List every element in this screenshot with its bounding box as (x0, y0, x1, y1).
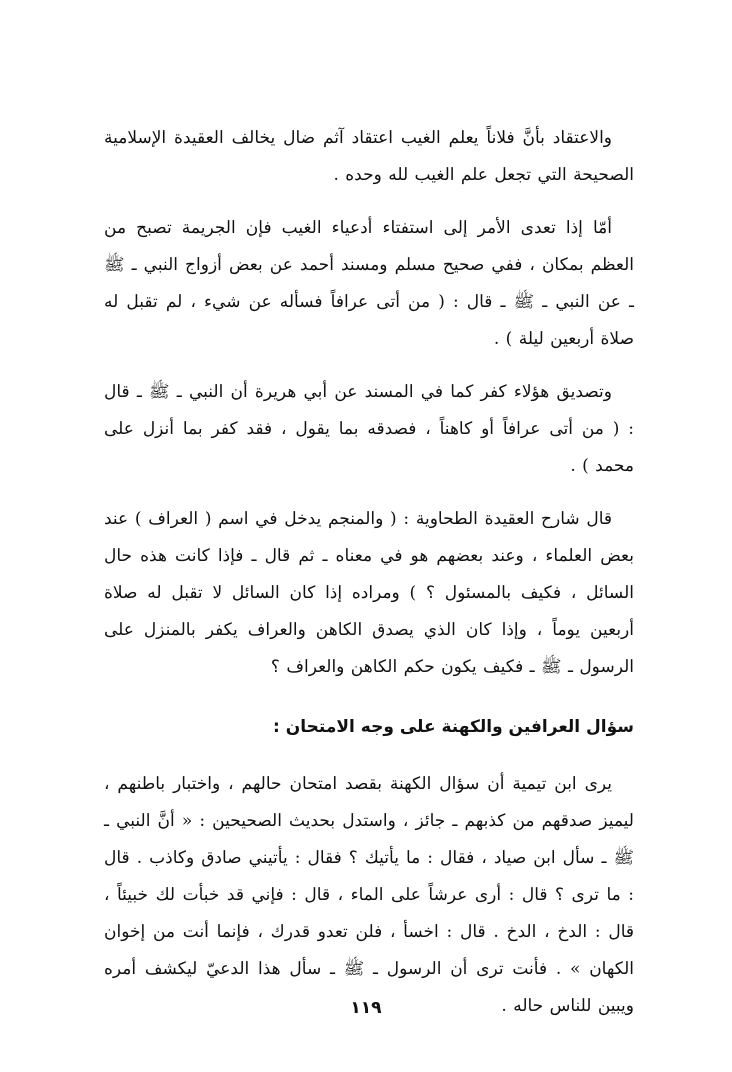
paragraph-ghayb-belief: والاعتقاد بأنَّ فلاناً يعلم الغيب اعتقاد آثم ضال يخالف العقيدة الإسلامية الصحيحة التي تجعل علم الغيب لله وحده . (104, 128, 634, 185)
paragraph-believing-is-kufr: وتصديق هؤلاء كفر كما في المسند عن أبي هريرة أن النبي ـ ﷺ ـ قال : ( من أتى عرافاً أو كاهناً ، فصدقه بما يقول ، فقد كفر بما أنزل على محمد ) . (104, 382, 634, 476)
paragraph-ibn-taymiyya: يرى ابن تيمية أن سؤال الكهنة بقصد امتحان حالهم ، واختبار باطنهم ، ليميز صدقهم من كذبهم ـ جائز ، واستدل بحديث الصحيحين : « أنَّ النبي ـ ﷺ ـ سأل ابن صياد ، فقال : ما يأتيك ؟ فقال : يأتيني صادق وكاذب . قال : ما ترى ؟ قال : أرى عرشاً على الماء ، قال : فإني قد خبأت لك خبيئاً ، قال : الدخ ، الدخ . قال : اخسأ ، فلن تعدو قدرك ، فإنما أنت من إخوان الكهان » . فأنت ترى أن الرسول ـ ﷺ ـ سأل هذا الدعيّ ليكشف أمره ويبين للناس حاله . (104, 774, 634, 1016)
paragraph-consulting-fortune-tellers: أمّا إذا تعدى الأمر إلى استفتاء أدعياء الغيب فإن الجريمة تصبح من العظم بمكان ، ففي صحيح مسلم ومسند أحمد عن بعض أزواج النبي ـ ﷺ ـ عن النبي ـ ﷺ ـ قال : ( من أتى عرافاً فسأله عن شيء ، لم تقبل له صلاة أربعين ليلة ) . (104, 218, 634, 349)
page-number: ١١٩ (350, 998, 382, 1018)
page-body (104, 120, 634, 1041)
paragraph-tahawiyya-commentary: قال شارح العقيدة الطحاوية : ( والمنجم يدخل في اسم ( العراف ) عند بعض العلماء ، وعند بعضهم هو في معناه ـ ثم قال ـ فإذا كانت هذه حال السائل ، فكيف بالمسئول ؟ ) ومراده إذا كان السائل لا تقبل له صلاة أربعين يوماً ، وإذا كان الذي يصدق الكاهن والعراف يكفر بالمنزل على الرسول ـ ﷺ ـ فكيف يكون حكم الكاهن والعراف ؟ (104, 509, 634, 677)
section-heading: سؤال العرافين والكهنة على وجه الامتحان : (273, 717, 634, 737)
